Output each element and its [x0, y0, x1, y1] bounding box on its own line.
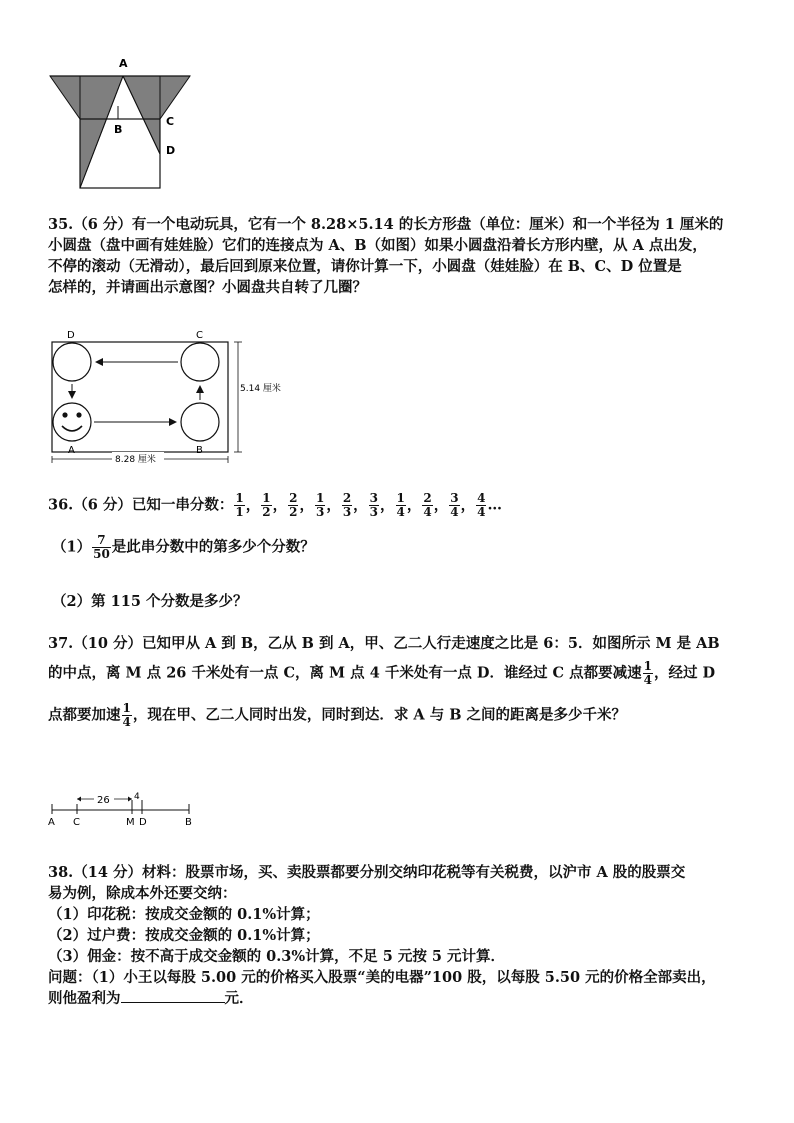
fraction-7-50: [92, 534, 111, 561]
series-separator: ，: [353, 496, 368, 514]
series-fraction-numerator: 2: [289, 491, 298, 505]
figure-35-circle-d: [53, 343, 91, 381]
figure-35: [42, 322, 281, 472]
series-fraction: [234, 492, 244, 519]
question-36-sub-2: （2）第 115 个分数是多少？: [52, 593, 248, 610]
figure-34-label-d: D: [166, 144, 176, 157]
series-fraction: [422, 492, 432, 519]
question-35-line-1: 35.（6 分）有一个电动玩具，它有一个 8.28×5.14 的长方形盘（单位：厘米）和一个半径为 1 厘米的: [48, 216, 724, 233]
question-36-sub-1-text: 是此串分数中的第多少个分数？: [111, 538, 315, 556]
question-38-item-1: （1）印花税：按成交金额的 0.1%计算；: [48, 906, 320, 923]
figure-35-label-a: A: [68, 445, 75, 456]
series-fraction-denominator: 3: [342, 505, 352, 519]
series-fraction-numerator: 3: [369, 491, 379, 505]
question-35-line-4: 怎样的，并请画出示意图？小圆盘共自转了几圈？: [48, 279, 367, 296]
series-separator: ，: [460, 496, 476, 514]
series-separator: ，: [433, 496, 449, 514]
question-38: [48, 862, 754, 1009]
series-fraction-denominator: 1: [235, 505, 244, 519]
question-37: [48, 633, 754, 654]
figure-35-circle-b: [181, 403, 219, 441]
series-fraction-denominator: 3: [315, 505, 325, 519]
figure-34-label-a: A: [119, 57, 128, 70]
series-fraction-numerator: 1: [315, 491, 325, 505]
question-36-sub-1-prefix: （1）: [52, 538, 92, 556]
question-36: [48, 492, 754, 519]
figure-37-distance-4: 4: [134, 792, 140, 802]
series-separator: ，: [380, 496, 395, 514]
question-35: [48, 214, 754, 298]
figure-37-point-d: D: [139, 817, 147, 828]
figure-37-distance-26: 26: [97, 795, 110, 806]
figure-37-point-b: B: [185, 817, 192, 828]
figure-37-svg: [44, 788, 204, 828]
figure-35-label-c: C: [196, 330, 203, 341]
figure-35-label-d: D: [67, 330, 75, 341]
fraction-one-quarter-1-numerator: 1: [643, 659, 652, 673]
fraction-series-ellipsis: …: [487, 496, 502, 514]
question-38-line-6: 问题：（1）小王以每股 5.00 元的价格买入股票“美的电器”100 股，以每股 5.50 元的价格全部卖出，: [48, 969, 716, 986]
series-separator: ，: [406, 496, 422, 514]
fraction-series: [233, 491, 487, 519]
question-37-line-1: 37.（10 分）已知甲从 A 到 B，乙从 B 到 A，甲、乙二人行走速度之比是 6：5．如图所示 M 是 AB: [48, 635, 720, 652]
series-fraction-denominator: 4: [477, 505, 486, 519]
question-35-line-3: 不停的滚动（无滑动），最后回到原来位置，请你计算一下，小圆盘（娃娃脸）在 B、C、D 位置是: [48, 258, 682, 275]
series-fraction: [476, 492, 486, 519]
fraction-one-quarter-2-denominator: 4: [122, 715, 131, 729]
fraction-7-50-numerator: 7: [92, 534, 111, 548]
series-fraction: [315, 492, 325, 519]
figure-37: [44, 788, 204, 828]
question-37-line-2-tail: ，经过 D: [653, 664, 716, 682]
figure-37-point-c: C: [73, 817, 80, 828]
question-38-item-3: （3）佣金：按不高于成交金额的 0.3%计算，不足 5 元按 5 元计算．: [48, 948, 506, 965]
series-fraction-denominator: 4: [423, 505, 432, 519]
question-38-line-1: 38.（14 分）材料：股票市场，买、卖股票都要分别交纳印花税等有关税费，以沪市 A 股的股票交: [48, 864, 686, 881]
series-fraction-denominator: 4: [396, 505, 405, 519]
series-fraction-numerator: 1: [262, 491, 271, 505]
figure-35-label-b: B: [196, 445, 203, 456]
fraction-one-quarter-1-denominator: 4: [643, 673, 652, 687]
series-fraction-numerator: 1: [235, 491, 244, 505]
figure-35-width-label: 8.28 厘米: [115, 455, 156, 465]
fraction-one-quarter-2-numerator: 1: [122, 701, 131, 715]
series-fraction: [261, 492, 271, 519]
figure-34-label-b: B: [114, 123, 123, 136]
question-36-line-1: [48, 492, 754, 519]
answer-blank[interactable]: [121, 988, 225, 1003]
question-37-line-3-text: 点都要加速: [48, 706, 121, 724]
figure-37-point-m: M: [126, 817, 135, 828]
series-fraction-denominator: 4: [450, 505, 459, 519]
figure-35-circle-c: [181, 343, 219, 381]
series-fraction-numerator: 2: [423, 491, 432, 505]
figure-37-point-a: A: [48, 817, 55, 828]
series-fraction: [369, 492, 379, 519]
series-fraction-numerator: 3: [450, 491, 459, 505]
series-fraction-denominator: 2: [289, 505, 298, 519]
series-fraction-numerator: 1: [396, 491, 405, 505]
series-fraction: [342, 492, 352, 519]
question-35-line-2: 小圆盘（盘中画有娃娃脸）它们的连接点为 A、B（如图）如果小圆盘沿着长方形内壁，从 A 点出发，: [48, 237, 707, 254]
series-separator: ，: [299, 496, 314, 514]
series-fraction-denominator: 2: [262, 505, 271, 519]
figure-35-height-label: 5.14 厘米: [240, 384, 281, 394]
question-38-line-2: 易为例，除成本外还要交纳：: [48, 885, 237, 902]
series-fraction: [449, 492, 459, 519]
figure-34: [40, 54, 210, 196]
figure-35-circle-a: [53, 403, 91, 441]
question-38-line-7: [48, 988, 754, 1009]
question-38-line-7-text: 则他盈利为: [48, 990, 121, 1007]
question-36-intro: 36.（6 分）已知一串分数：: [48, 496, 234, 514]
question-36-sub-1: [52, 534, 758, 561]
figure-34-right-wing: [160, 76, 190, 119]
figure-34-label-c: C: [166, 115, 175, 128]
figure-34-svg: [40, 54, 210, 196]
series-fraction: [396, 492, 406, 519]
question-38-line-7-unit: 元．: [224, 990, 254, 1007]
question-38-item-2: （2）过户费：按成交金额的 0.1%计算；: [48, 927, 320, 944]
series-separator: ，: [272, 496, 288, 514]
question-37-line-2-text: 的中点，离 M 点 26 千米处有一点 C，离 M 点 4 千米处有一点 D．谁经过 C 点都要减速: [48, 664, 642, 682]
series-separator: ，: [245, 496, 261, 514]
fraction-7-50-denominator: 50: [93, 547, 110, 561]
question-37-line-2: [48, 660, 754, 687]
fraction-one-quarter-1: [643, 660, 653, 687]
series-fraction-denominator: 3: [369, 505, 379, 519]
series-separator: ，: [326, 496, 341, 514]
figure-35-svg: [42, 322, 281, 472]
series-fraction-numerator: 2: [342, 491, 352, 505]
series-fraction-numerator: 4: [477, 491, 486, 505]
question-37-line-3-tail: ，现在甲、乙二人同时出发，同时到达．求 A 与 B 之间的距离是多少千米？: [132, 706, 627, 724]
fraction-one-quarter-2: [122, 702, 132, 729]
question-37-line-3: [48, 702, 754, 729]
series-fraction: [288, 492, 298, 519]
figure-34-left-wing: [50, 76, 80, 119]
